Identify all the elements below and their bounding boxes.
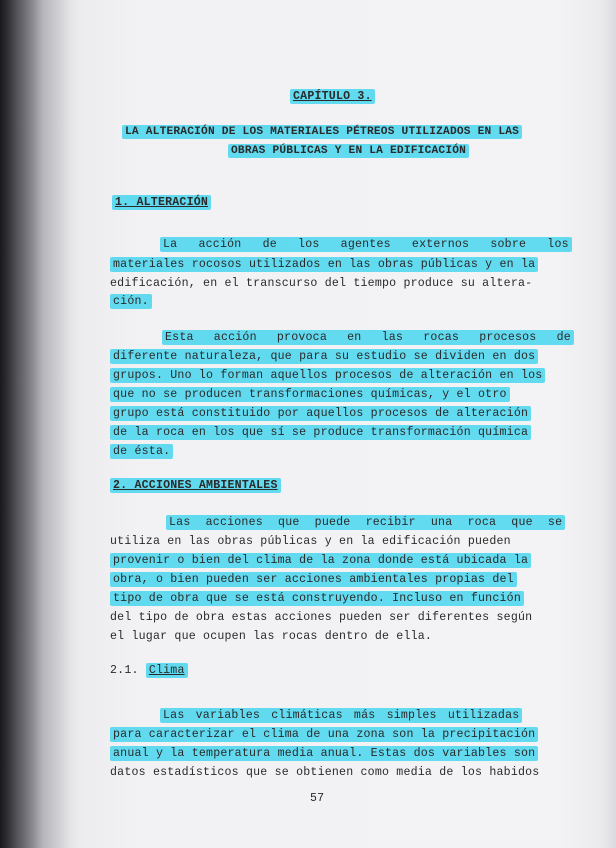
s2-p1-line5: tipo de obra que se está construyendo. Incluso en función — [110, 592, 524, 605]
s2-p1-line4: obra, o bien pueden ser acciones ambientales propias del — [110, 573, 517, 586]
s1-p2-line7: de ésta. — [110, 445, 173, 458]
s1-p2-line3: grupos. Uno lo forman aquellos procesos de alteración en los — [110, 369, 545, 382]
s21-p1-line2: para caracterizar el clima de una zona son la precipitación — [110, 728, 538, 741]
page-number: 57 — [310, 792, 325, 805]
section-heading-2-1 — [110, 664, 188, 677]
binding-shadow — [0, 0, 70, 848]
s21-p1-line4: datos estadísticos que se obtienen como media de los habidos — [110, 766, 540, 779]
s1-p2-line5: grupo está constituido por aquellos procesos de alteración — [110, 407, 531, 420]
s2-p1-line2: utiliza en las obras públicas y en la edificación pueden — [110, 535, 511, 548]
chapter-title-line1: LA ALTERACIÓN DE LOS MATERIALES PÉTREOS UTILIZADOS EN LAS — [122, 126, 522, 138]
section-heading-2: 2. ACCIONES AMBIENTALES — [110, 479, 281, 492]
s1-p2-line1: Esta acción provoca en las rocas procesos de — [162, 331, 574, 344]
s1-p1-line4: ción. — [110, 295, 152, 308]
s1-p1-line3: edificación, en el transcurso del tiempo produce su altera- — [110, 277, 533, 290]
section-title: Clima — [146, 663, 188, 678]
s2-p1-line1: Las acciones que puede recibir una roca que se — [166, 516, 565, 529]
s2-p1-line7: el lugar que ocupen las rocas dentro de ella. — [110, 630, 433, 643]
s1-p1-line1: La acción de los agentes externos sobre los — [160, 238, 572, 251]
chapter-heading: CAPÍTULO 3. — [290, 90, 375, 103]
s2-p1-line3: provenir o bien del clima de la zona donde está ubicada la — [110, 554, 531, 567]
s21-p1-line1: Las variables climáticas más simples utilizadas — [160, 709, 522, 722]
s21-p1-line3: anual y la temperatura media anual. Estas dos variables son — [110, 747, 538, 760]
s1-p2-line6: de la roca en los que sí se produce transformación química — [110, 426, 531, 439]
s1-p1-line2: materiales rocosos utilizados en las obras públicas y en la — [110, 258, 538, 271]
s2-p1-line6: del tipo de obra estas acciones pueden ser diferentes según — [110, 611, 533, 624]
chapter-title-line2: OBRAS PÚBLICAS Y EN LA EDIFICACIÓN — [228, 145, 469, 157]
s1-p2-line4: que no se producen transformaciones químicas, y el otro — [110, 388, 510, 401]
s1-p2-line2: diferente naturaleza, que para su estudio se dividen en dos — [110, 350, 538, 363]
section-heading-1: 1. ALTERACIÓN — [112, 196, 211, 209]
section-number: 2.1. — [110, 664, 139, 677]
